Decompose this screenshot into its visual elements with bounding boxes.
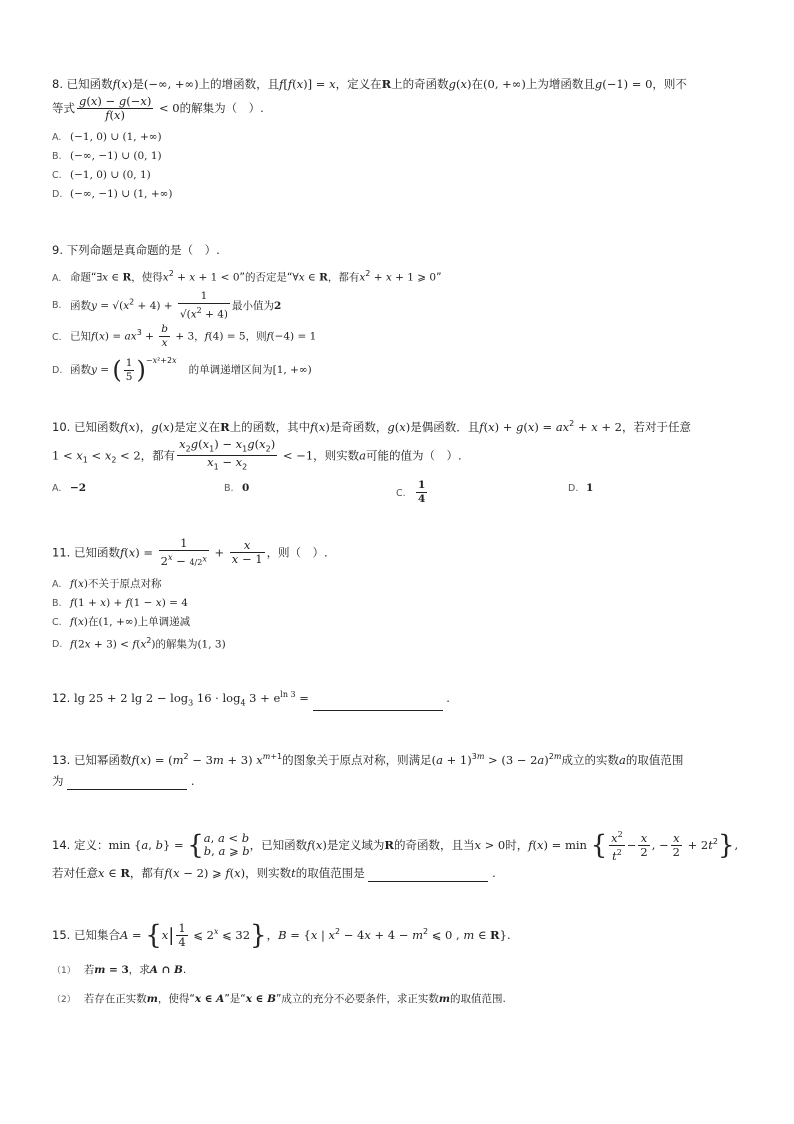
option-c[interactable]: C. 已知$f(x) = ax^3$ + $\frac{b}{x}$ + 3，f(4) = 5，则f(−4) = 1	[52, 323, 317, 349]
question-15-part-1: （1） 若m = 3，求A ∩ B.	[52, 964, 187, 976]
question-13-stem-line1: 13. 已知幂函数$f(x) = (m^2 - 3m + 3)$ $x^{m+1}$的图象关于原点对称，则满足$(a + 1)^{3m} > (3 - 2a)^{2m}$成立的实数a的取值范围	[52, 752, 684, 767]
answer-blank[interactable]	[368, 881, 488, 882]
question-10-options	[52, 479, 742, 506]
option-d[interactable]: D. 函数y = ( $\frac{1}{5}$ )$^{-x^2+2x}$的单调递增区间为[1, +∞)	[52, 356, 312, 384]
option-b[interactable]: B. f(1 + x) + f(1 − x) = 4	[52, 596, 188, 609]
answer-blank[interactable]	[313, 710, 443, 711]
question-9-stem: 9. 下列命题是真命题的是（ ）.	[52, 243, 220, 257]
question-15-part-2: （2） 若存在正实数m，使得“x ∈ A”是“x ∈ B”成立的充分不必要条件，求正实数m的取值范围.	[52, 993, 506, 1005]
question-15-stem: 15. 已知集合A = {x| $\frac{1}{4}$ ⩽ 2$^x$ ⩽ 32}，B = {x | $x^2 - 4x + 4 - m^2$ ⩽ 0 , m ∈ R}.	[52, 920, 511, 951]
question-8	[52, 76, 742, 204]
question-11	[52, 537, 742, 654]
option-b[interactable]: B. 函数$y = √(x^2 + 4)$ + $\frac{1}{√(x^2 + 4)}$ 最小值为2	[52, 289, 282, 320]
option-d[interactable]: D. (−∞, −1) ∪ (1, +∞)	[52, 188, 173, 200]
option-b[interactable]: B. (−∞, −1) ∪ (0, 1)	[52, 150, 162, 162]
question-11-options	[52, 575, 742, 655]
question-11-stem: 11. 已知函数f(x) = $\frac{1}{2^x - 4/2^x}$ + $\frac{x}{x - 1}$ ，则（ ）.	[52, 536, 328, 568]
option-a[interactable]: A. −2	[52, 482, 87, 495]
question-9	[52, 242, 742, 384]
option-d[interactable]: D. $f(2x + 3) < f(x^2)$的解集为(1, 3)	[52, 635, 226, 651]
option-d[interactable]: D. 1	[568, 482, 594, 495]
option-c[interactable]: C. f(x)在(1, +∞)上单调递减	[52, 615, 191, 628]
question-8-options	[52, 128, 742, 204]
option-b[interactable]: B. 0	[224, 482, 250, 495]
question-13	[52, 748, 742, 790]
question-14	[52, 828, 742, 882]
question-15	[52, 922, 742, 1009]
question-8-stem-line1: 8. 已知函数f(x)是(−∞, +∞)上的增函数，且f[f(x)] = x，定义在R上的奇函数g(x)在(0, +∞)上为增函数且g(−1) = 0，则不	[52, 77, 687, 91]
option-a[interactable]: A. 命题“∃x ∈ R，使得$x^2 + x + 1 < 0$”的否定是“∀x ∈ R，都有$x^2 + x + 1$ ⩾ 0”	[52, 269, 442, 284]
question-13-stem-line2: 为 .	[52, 773, 195, 788]
option-a[interactable]: A. f(x)不关于原点对称	[52, 577, 162, 590]
inequality-fraction: $\frac{g(x) - g(-x)}{f(x)}$	[79, 94, 152, 122]
question-10-stem-line2: $1 < x_1 < x_2 < 2$，都有 $\frac{x_2g(x_1) - x_1g(x_2)}{x_1 - x_2}$ < −1，则实数a可能的值为（ ）.	[52, 436, 462, 472]
question-12: 12. lg 25 + 2 $\lg 2 - \log_3 16 \cdot \log_4 3 + e^{ln 3}$ = .	[52, 686, 742, 711]
question-10-stem-line1: 10. 已知函数f(x)，g(x)是定义在R上的函数，其中f(x)是奇函数，g(x)是偶函数．且$f(x) + g(x) = ax^2 + x + 2$，若对于任意	[52, 419, 691, 434]
option-c[interactable]: C. $\frac{1}{4}$	[396, 479, 426, 506]
option-a[interactable]: A. (−1, 0) ∪ (1, +∞)	[52, 131, 162, 143]
option-c[interactable]: C. (−1, 0) ∪ (0, 1)	[52, 169, 151, 181]
question-14-stem-line1: 14. 定义：min {a, b} = { a, a < b b, a ⩾ b ，已知函数f(x)是定义域为R的奇函数，且当x > 0时，f(x) = min { $\frac{x^2}{t^2}$ − $\frac{x}{2}$ , − $\frac{x}{2}$ + $2t^2$},	[52, 830, 739, 863]
answer-blank[interactable]	[67, 789, 187, 790]
question-14-stem-line2: 若对任意x ∈ R，都有f(x − 2) ⩾ f(x)，则实数t的取值范围是 .	[52, 865, 496, 880]
question-10	[52, 415, 742, 506]
question-8-stem-line2: 等式 $\frac{g(x) - g(-x)}{f(x)}$ < 0的解集为（ ）.	[52, 94, 264, 122]
